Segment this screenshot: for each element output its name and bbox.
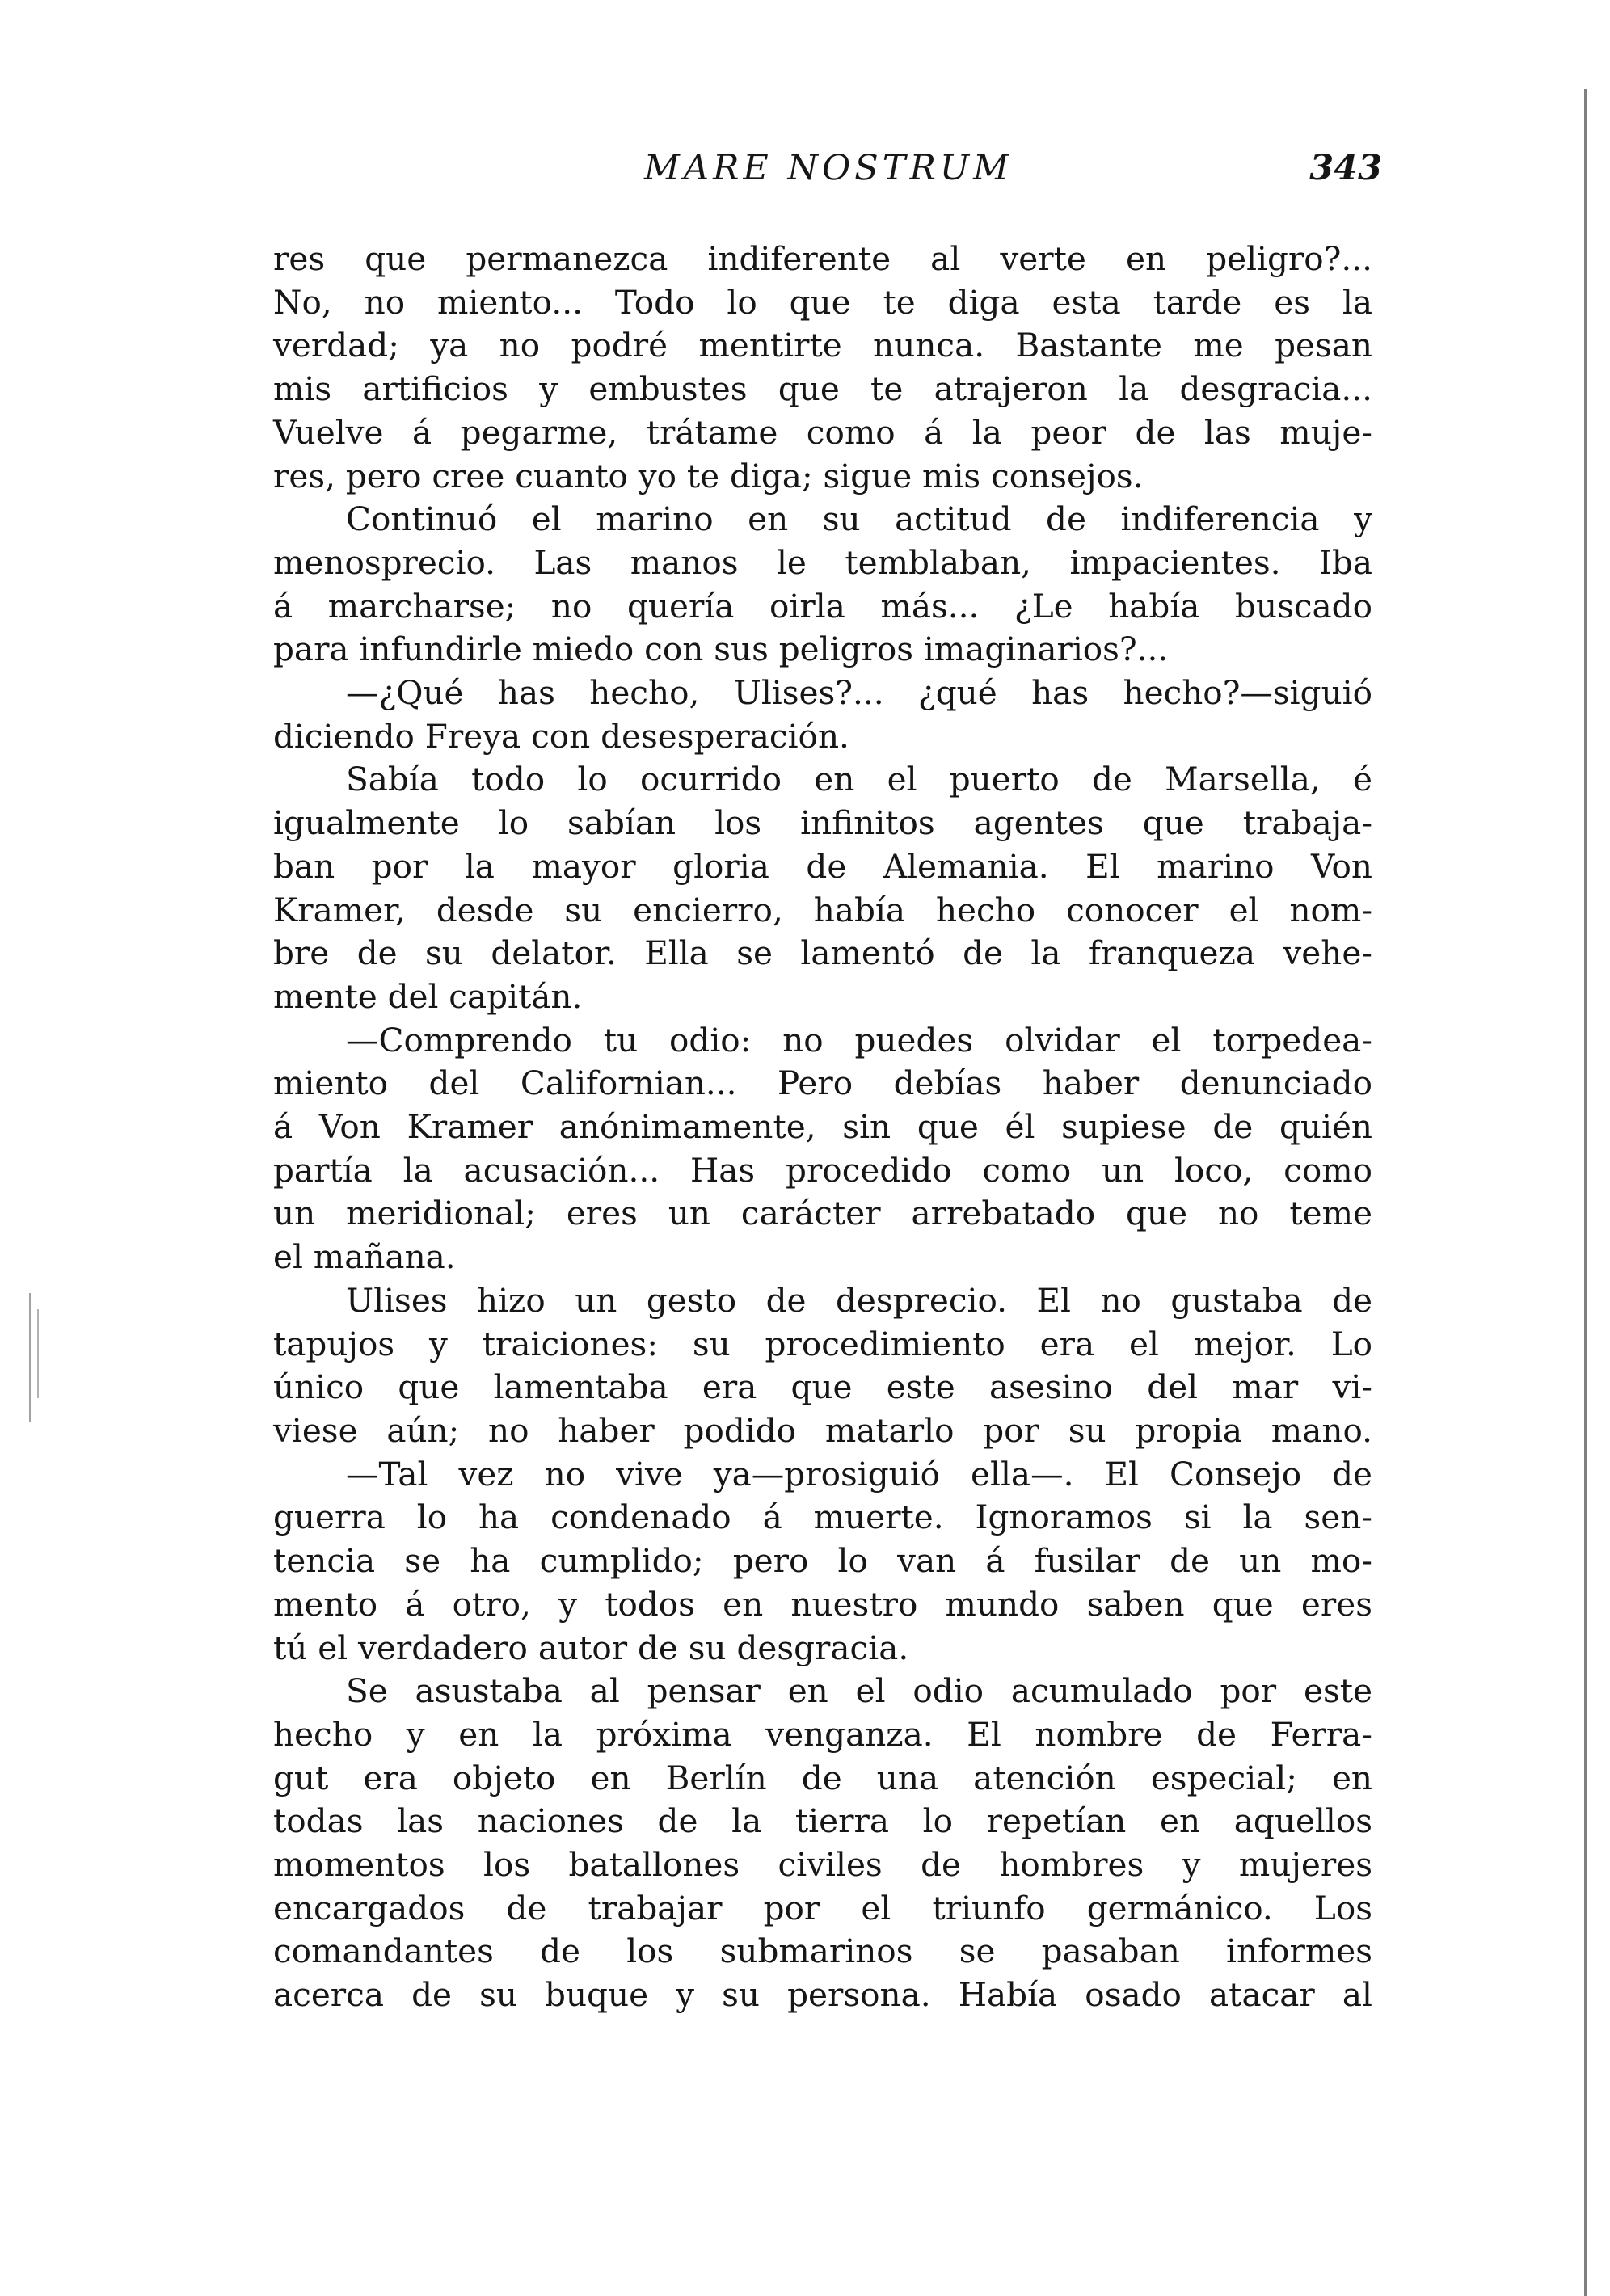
text-line: Kramer, desde su encierro, había hecho conocer el nom- bbox=[273, 890, 1372, 929]
text-line: —¿Qué has hecho, Ulises?... ¿qué has hecho?—siguió bbox=[346, 673, 1372, 713]
page-header bbox=[275, 142, 1382, 194]
text-line: —Comprendo tu odio: no puedes olvidar el torpedea- bbox=[346, 1020, 1372, 1060]
text-line: partía la acusación... Has procedido como un loco, como bbox=[273, 1150, 1372, 1190]
text-line: ban por la mayor gloria de Alemania. El marino Von bbox=[273, 846, 1372, 886]
text-line: igualmente lo sabían los infinitos agentes que trabaja- bbox=[273, 803, 1372, 843]
text-line: comandantes de los submarinos se pasaban informes bbox=[273, 1932, 1372, 1971]
running-title: MARE NOSTRUM bbox=[643, 148, 1014, 188]
text-line: acerca de su buque y su persona. Había osado atacar al bbox=[273, 1975, 1372, 2015]
scan-margin-mark bbox=[29, 1293, 31, 1422]
text-line: á Von Kramer anónimamente, sin que él supiese de quién bbox=[273, 1107, 1372, 1147]
text-line: tencia se ha cumplido; pero lo van á fusilar de un mo- bbox=[273, 1541, 1372, 1581]
text-line: para infundirle miedo con sus peligros imaginarios?... bbox=[273, 630, 1169, 669]
text-line: tú el verdadero autor de su desgracia. bbox=[273, 1628, 909, 1667]
body-text bbox=[273, 238, 1372, 2017]
text-line: No, no miento... Todo lo que te diga esta tarde es la bbox=[273, 282, 1372, 322]
text-line: tapujos y traiciones: su procedimiento era el mejor. Lo bbox=[273, 1324, 1372, 1363]
text-line: mis artificios y embustes que te atrajeron la desgracia... bbox=[273, 369, 1372, 409]
text-line: guerra lo ha condenado á muerte. Ignoramos si la sen- bbox=[273, 1498, 1372, 1537]
text-line: un meridional; eres un carácter arrebatado que no teme bbox=[273, 1194, 1372, 1233]
text-line: bre de su delator. Ella se lamentó de la franqueza vehe- bbox=[273, 933, 1372, 973]
text-line: res, pero cree cuanto yo te diga; sigue mis consejos. bbox=[273, 456, 1144, 495]
text-line: momentos los batallones civiles de hombres y mujeres bbox=[273, 1845, 1372, 1885]
text-line: á marcharse; no quería oirla más... ¿Le había buscado bbox=[273, 586, 1372, 626]
text-line: hecho y en la próxima venganza. El nombre de Ferra- bbox=[273, 1714, 1372, 1754]
text-line: menosprecio. Las manos le temblaban, impacientes. Iba bbox=[273, 542, 1372, 582]
text-line: todas las naciones de la tierra lo repetían en aquellos bbox=[273, 1801, 1372, 1841]
scan-margin-mark bbox=[37, 1309, 39, 1398]
text-line: Vuelve á pegarme, trátame como á la peor de las muje- bbox=[273, 412, 1372, 452]
text-line: —Tal vez no vive ya—prosiguió ella—. El Consejo de bbox=[346, 1454, 1372, 1493]
text-line: Continuó el marino en su actitud de indiferencia y bbox=[346, 499, 1372, 539]
text-line: Sabía todo lo ocurrido en el puerto de Marsella, é bbox=[346, 760, 1372, 799]
text-line: miento del Californian... Pero debías haber denunciado bbox=[273, 1064, 1372, 1103]
text-line: verdad; ya no podré mentirte nunca. Bastante me pesan bbox=[273, 326, 1372, 365]
scan-edge-line bbox=[1584, 89, 1587, 2296]
text-line: Ulises hizo un gesto de desprecio. El no gustaba de bbox=[346, 1280, 1372, 1320]
text-line: diciendo Freya con desesperación. bbox=[273, 716, 849, 756]
text-line: encargados de trabajar por el triunfo germánico. Los bbox=[273, 1888, 1372, 1927]
text-line: mento á otro, y todos en nuestro mundo saben que eres bbox=[273, 1584, 1372, 1624]
text-line: res que permanezca indiferente al verte en peligro?... bbox=[273, 239, 1372, 278]
text-line: mente del capitán. bbox=[273, 976, 583, 1016]
text-line: gut era objeto en Berlín de una atención especial; en bbox=[273, 1758, 1372, 1797]
text-line: único que lamentaba era que este asesino del mar vi- bbox=[273, 1367, 1372, 1407]
text-line: el mañana. bbox=[273, 1237, 456, 1277]
page-number: 343 bbox=[1309, 148, 1382, 188]
text-line: viese aún; no haber podido matarlo por su propia mano. bbox=[273, 1410, 1372, 1450]
text-line: Se asustaba al pensar en el odio acumulado por este bbox=[346, 1671, 1372, 1711]
